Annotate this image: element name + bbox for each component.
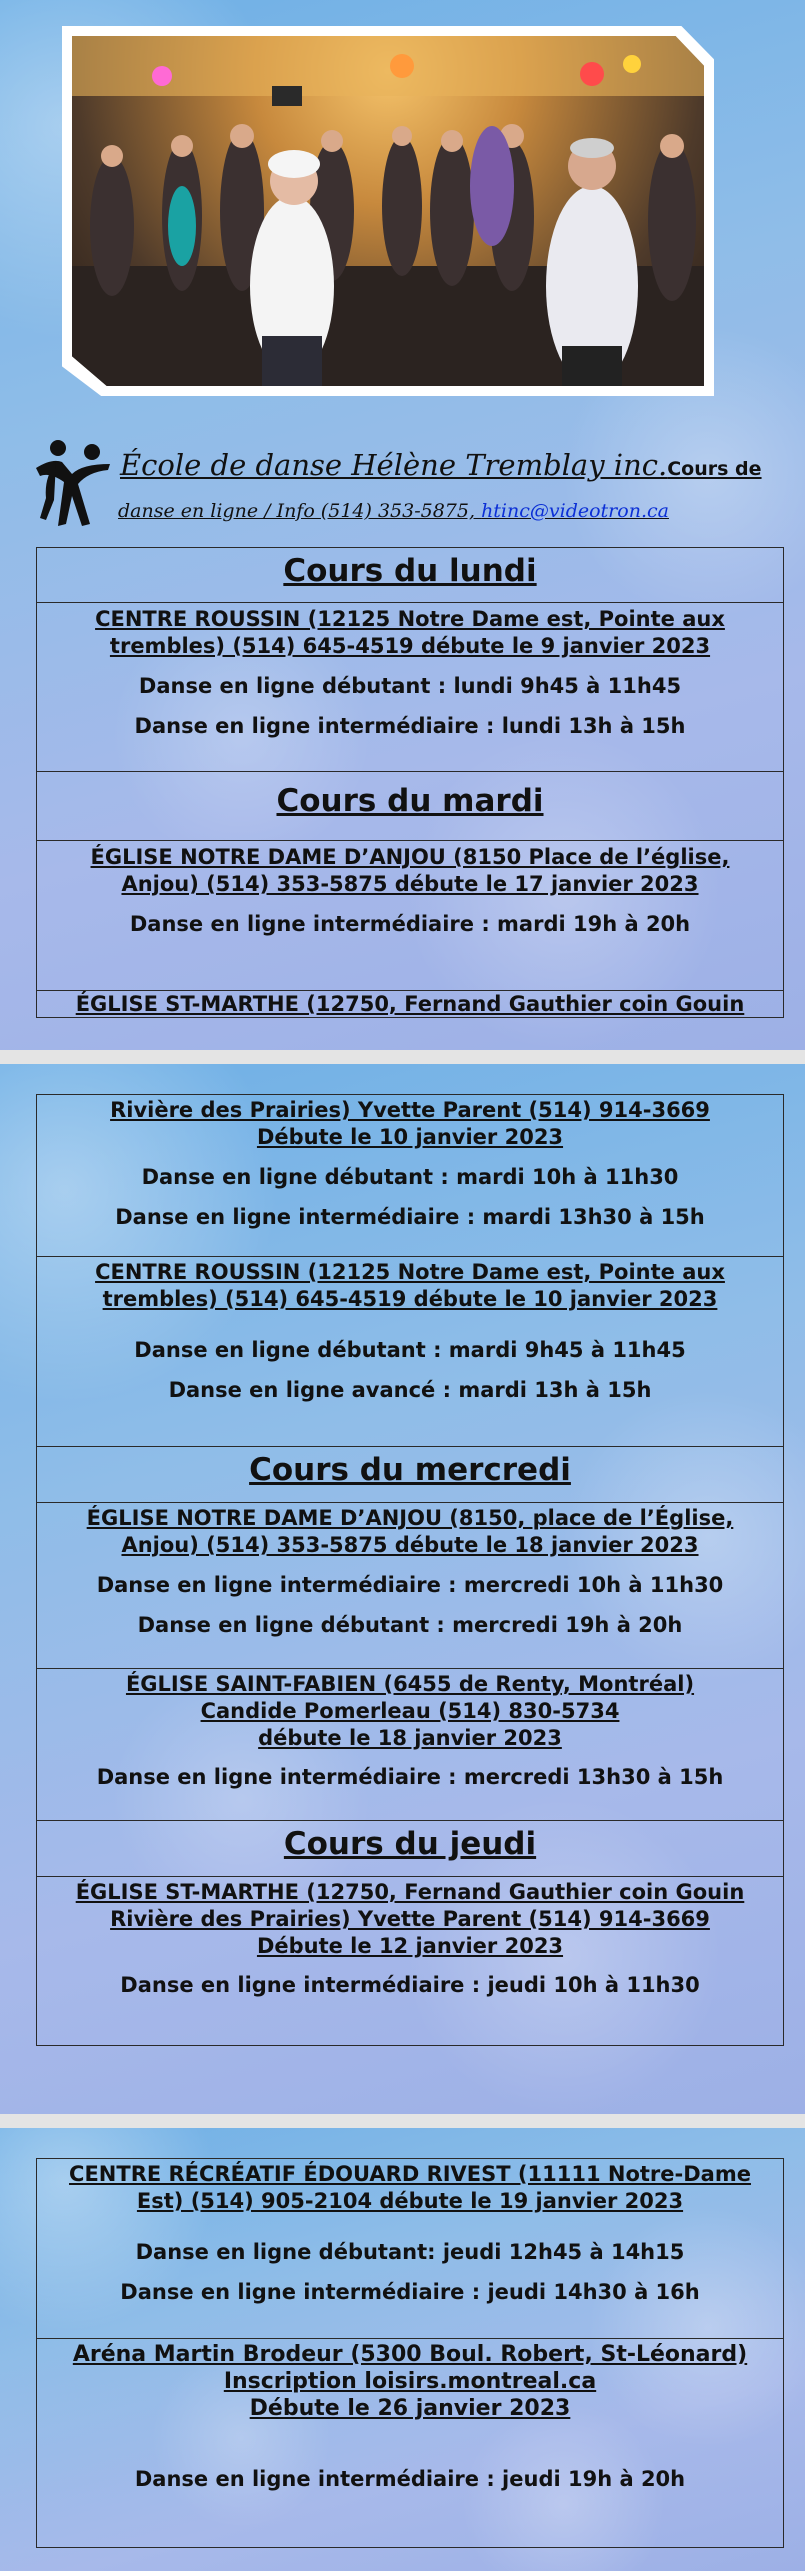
page-3 bbox=[0, 2128, 805, 2571]
thursday-arena-row bbox=[37, 2339, 783, 2547]
class-time: Danse en ligne intermédiaire : mercredi 13h30 à 15h bbox=[96, 1765, 724, 1789]
class-time: Danse en ligne intermédiaire : mardi 19h à 20h bbox=[129, 912, 691, 936]
thursday-rivest-row bbox=[37, 2159, 783, 2339]
tagline-start: Cours de bbox=[667, 458, 762, 480]
monday-header-row bbox=[37, 548, 783, 603]
wednesday-header-row bbox=[37, 1447, 783, 1503]
venue-line: Débute le 12 janvier 2023 bbox=[256, 1934, 564, 1958]
venue-line: Anjou) (514) 353-5875 débute le 17 janvier 2023 bbox=[121, 872, 699, 896]
venue-line: CENTRE ROUSSIN (12125 Notre Dame est, Pointe aux bbox=[95, 1260, 725, 1284]
tuesday-roussin-row bbox=[37, 1257, 783, 1447]
venue-line: Est) (514) 905-2104 débute le 19 janvier 2023 bbox=[136, 2189, 684, 2213]
wednesday-title: Cours du mercredi bbox=[249, 1452, 571, 1488]
class-time: Danse en ligne débutant : mercredi 19h à 20h bbox=[137, 1613, 683, 1637]
monday-roussin-row bbox=[37, 603, 783, 772]
class-time: Danse en ligne débutant : mardi 10h à 11h30 bbox=[141, 1165, 679, 1189]
monday-title: Cours du lundi bbox=[283, 553, 537, 589]
registration-link[interactable]: Inscription loisirs.montreal.ca bbox=[223, 2369, 597, 2394]
email-link[interactable]: htinc@videotron.ca bbox=[481, 500, 669, 522]
venue-line: Candide Pomerleau (514) 830-5734 bbox=[200, 1699, 620, 1723]
venue-line: Anjou) (514) 353-5875 débute le 18 janvier 2023 bbox=[121, 1533, 699, 1557]
class-time: Danse en ligne intermédiaire : lundi 13h à 15h bbox=[134, 714, 686, 738]
venue-line: ÉGLISE ST-MARTHE (12750, Fernand Gauthier coin Gouin bbox=[75, 1880, 745, 1904]
class-time: Danse en ligne intermédiaire : mercredi 10h à 11h30 bbox=[96, 1573, 724, 1597]
venue-line: ÉGLISE SAINT-FABIEN (6455 de Renty, Montréal) bbox=[125, 1672, 695, 1696]
venue-line: trembles) (514) 645-4519 débute le 9 janvier 2023 bbox=[109, 634, 711, 658]
class-time: Danse en ligne débutant: jeudi 12h45 à 14h15 bbox=[135, 2240, 685, 2264]
class-time: Danse en ligne débutant : lundi 9h45 à 11h45 bbox=[138, 674, 682, 698]
venue-line: trembles) (514) 645-4519 débute le 10 janvier 2023 bbox=[102, 1287, 718, 1311]
tuesday-stmarthe-row-start bbox=[37, 991, 783, 1019]
tuesday-anjou-row bbox=[37, 841, 783, 991]
tuesday-title: Cours du mardi bbox=[276, 783, 544, 819]
thursday-title: Cours du jeudi bbox=[283, 1826, 537, 1862]
venue-line: ÉGLISE ST-MARTHE (12750, Fernand Gauthier coin Gouin bbox=[75, 992, 745, 1016]
class-time: Danse en ligne intermédiaire : jeudi 19h à 20h bbox=[134, 2467, 686, 2491]
thursday-header-row bbox=[37, 1821, 783, 1877]
class-time: Danse en ligne intermédiaire : jeudi 10h à 11h30 bbox=[120, 1973, 700, 1997]
wednesday-anjou-row bbox=[37, 1503, 783, 1669]
wednesday-fabien-row bbox=[37, 1669, 783, 1821]
school-name bbox=[120, 448, 770, 482]
schedule-table-page3 bbox=[36, 2158, 784, 2548]
class-time: Danse en ligne intermédiaire : jeudi 14h30 à 16h bbox=[120, 2280, 700, 2304]
class-time: Danse en ligne avancé : mardi 13h à 15h bbox=[168, 1378, 652, 1402]
dance-photo bbox=[72, 36, 704, 386]
class-time: Danse en ligne intermédiaire : mardi 13h30 à 15h bbox=[115, 1205, 705, 1229]
venue-line: Débute le 10 janvier 2023 bbox=[256, 1125, 564, 1149]
dancers-logo-icon bbox=[32, 438, 114, 528]
venue-line: ÉGLISE NOTRE DAME D’ANJOU (8150, place de l’Église, bbox=[86, 1506, 734, 1530]
contact-line bbox=[118, 500, 778, 522]
venue-line: CENTRE ROUSSIN (12125 Notre Dame est, Pointe aux bbox=[95, 607, 725, 631]
page-2 bbox=[0, 1064, 805, 2114]
contact-info: danse en ligne / Info (514) 353-5875, bbox=[118, 500, 482, 522]
class-time: Danse en ligne débutant : mardi 9h45 à 11h45 bbox=[134, 1338, 686, 1362]
schedule-table-page1 bbox=[36, 547, 784, 1018]
venue-line: ÉGLISE NOTRE DAME D’ANJOU (8150 Place de l’église, bbox=[90, 845, 730, 869]
venue-line: débute le 18 janvier 2023 bbox=[258, 1726, 562, 1750]
page-1 bbox=[0, 0, 805, 1050]
tuesday-header-row bbox=[37, 772, 783, 841]
school-name-text: École de danse Hélène Tremblay inc. bbox=[120, 448, 668, 482]
venue-line: CENTRE RÉCRÉATIF ÉDOUARD RIVEST (11111 Notre-Dame bbox=[69, 2162, 751, 2186]
tuesday-stmarthe-row bbox=[37, 1095, 783, 1257]
venue-line: Rivière des Prairies) Yvette Parent (514) 914-3669 bbox=[110, 1098, 710, 1122]
venue-line: Débute le 26 janvier 2023 bbox=[249, 2396, 571, 2421]
schedule-table-page2 bbox=[36, 1094, 784, 2046]
thursday-stmarthe-row bbox=[37, 1877, 783, 2045]
photo-frame bbox=[62, 26, 714, 396]
venue-line: Aréna Martin Brodeur (5300 Boul. Robert, St-Léonard) bbox=[72, 2342, 748, 2367]
venue-line: Rivière des Prairies) Yvette Parent (514) 914-3669 bbox=[110, 1907, 710, 1931]
